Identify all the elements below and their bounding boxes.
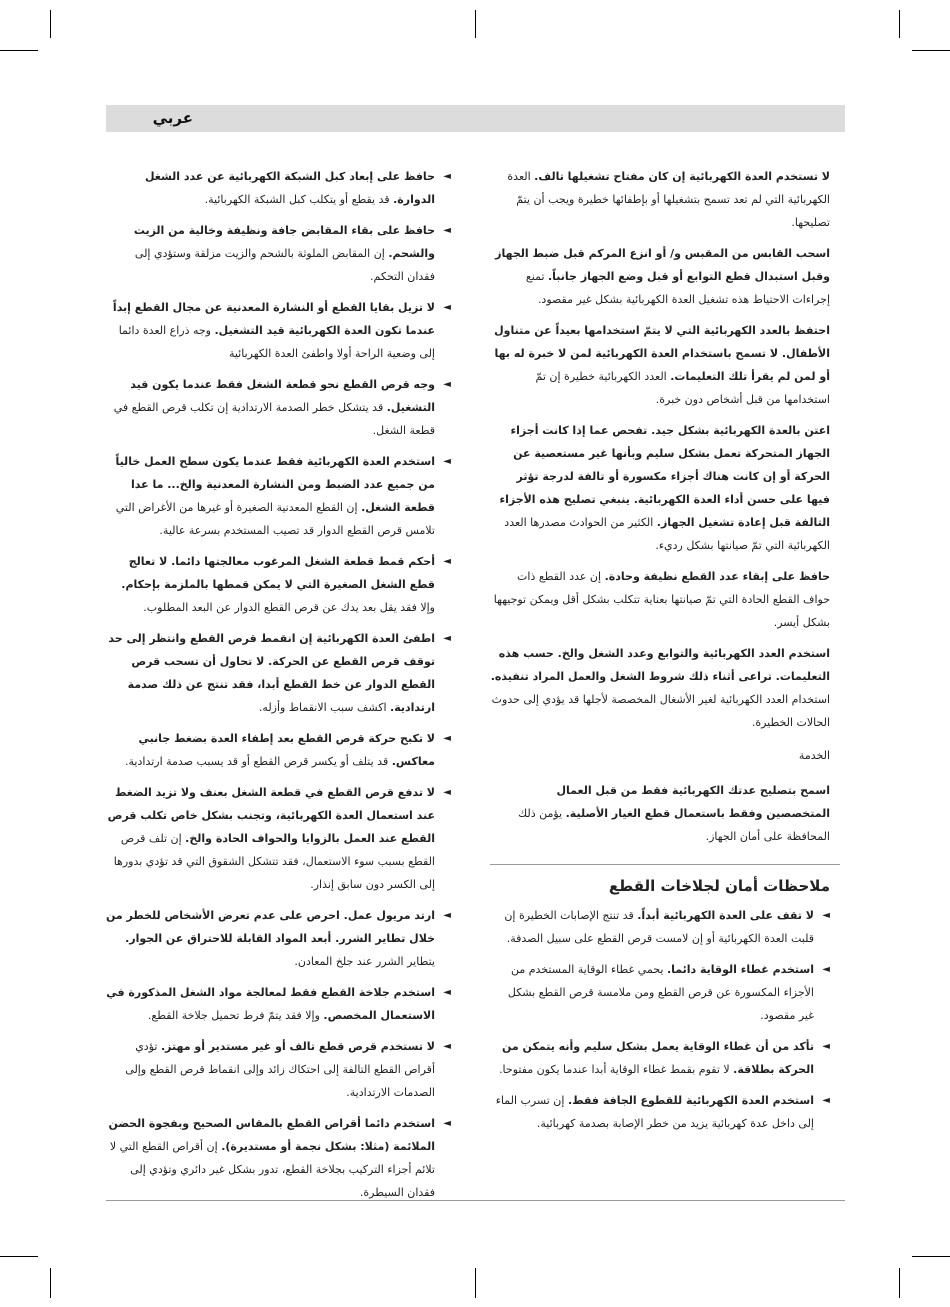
paragraph-bold: استخدم غطاء الوقاية دائما. [666,963,814,976]
crop-mark [50,10,51,38]
paragraph-bold: لا تزيل بقايا القطع أو النشارة المعدنية عن مجال القطع إبداً عندما تكون العدة الكهربائية قيد التشغيل. [112,301,435,337]
paragraph [490,642,830,734]
paragraph-bold: اسحب القابس من المقبس و/ أو انزع المركم قبل ضبط الجهاز وقبل استبدال قطع التوابع أو قبل وضع الجهاز جانباً. [495,247,830,283]
paragraph-bold: لا تقف على العدة الكهربائية أبداً. [637,909,814,922]
paragraph-text: العدة الكهربائية التي لم تعد تسمح بتشغيلها أو بإطفائها خطيرة ويجب أن يتمّ تصليحها. [507,170,830,229]
paragraph-bold: لا تكبح حركة قرص القطع بعد إطفاء العدة بضغط جانبي معاكس. [138,732,435,768]
paragraph-text: قد تنتج الإصابات الخطيرة إن قلبت العدة الكهربائية أو إن لامست قرص القطع على سبيل الصدفة. [504,909,814,945]
bullet-arrow-icon: ◄ [822,1041,830,1052]
paragraph-bold: احتفظ بالعدد الكهربائية التي لا يتمّ استخدامها بعيداً عن متناول الأطفال. لا تسمح باستخدام العدة الكهربائية لمن لا خبرة له بها أو لمن لم يقرأ تلك التعليمات. [494,324,830,383]
cutoff-safety-list [490,904,830,1135]
list-item [106,550,451,619]
paragraph-text: يحمي غطاء الوقاية المستخدم من الأجزاء المكسورة عن قرص القطع ومن ملامسة قرص القطع بشكل غير مقصود. [507,963,814,1022]
footer-divider [106,1200,845,1201]
bullet-arrow-icon: ◄ [443,787,451,798]
list-item [106,781,451,896]
paragraph-bold: لا تدفع قرص القطع في قطعة الشغل بعنف ولا تزيد الضغط عند استعمال العدة الكهربائية، وتجنب بشكل خاص تكلب قرص القطع عند العمل بالزوايا والحواف الحادة والخ. [107,786,435,845]
section-title: ملاحظات أمان لجلاخات القطع [608,877,830,895]
list-item [106,219,451,288]
list-item [106,904,451,973]
paragraph [490,419,830,557]
bullet-arrow-icon: ◄ [822,1095,830,1106]
paragraph-bold: أحكم قمط قطعة الشغل المرغوب معالجتها دائما. لا تعالج قطع الشغل الصغيرة التي لا يمكن قمطها بالملزمة بإحكام. [121,555,435,591]
language-label: عربي [152,109,193,127]
paragraph-text: استخدام العدد الكهربائية لغير الأشغال المخصصة لأجلها قد يؤدي إلى حدوث الحالات الخطيرة. [491,693,830,729]
paragraph-bold: تأكد من أن غطاء الوقاية يعمل بشكل سليم وأنه يتمكن من الحركة بطلاقة. [502,1040,814,1076]
paragraph-bold: لا تستخدم قرص قطع تالف أو غير مستدير أو مهتز. [160,1040,435,1053]
bullet-arrow-icon: ◄ [443,987,451,998]
bullet-arrow-icon: ◄ [443,302,451,313]
right-column [490,165,830,1143]
paragraph-bold: استخدم العدة الكهربائية للقطوع الجافة فقط. [567,1094,814,1107]
paragraph-text: تؤدي أقراص القطع التالفة إلى احتكاك زائد وإلى انقماط قرص القطع وإلى الصدمات الارتدادية. [125,1040,435,1099]
paragraph-bold: ارتد مريول عمل. احرص على عدم تعرض الأشخاص للخطر من خلال تطاير الشرر. أبعد المواد القابلة للاحتراق عن الجوار. [106,909,435,945]
crop-mark [0,1256,38,1257]
section-divider [490,864,840,865]
paragraph-text: وإلا فقد يتمّ فرط تحميل جلاخة القطع. [147,1009,324,1022]
paragraph-text: إن تسرب الماء إلى داخل عدة كهربائية يزيد من خطر الإصابة بصدمة كهربائية. [495,1094,814,1130]
paragraph-bold: اعتن بالعدة الكهربائية بشكل جيد. تفحص عما إذا كانت أجزاء الجهاز المتحركة تعمل بشكل سليم وبأنها غير مستعصية عن الحركة أو إن كانت هناك أجزاء مكسورة أو تالفة لدرجة تؤثر فيها على حسن أداء العدة الكهربائية. ينبغي تصليح هذه الأجزاء التالفة قبل إعادة تشغيل الجهاز. [499,424,830,529]
crop-mark [50,1268,51,1298]
crop-mark [912,50,950,51]
bullet-arrow-icon: ◄ [443,910,451,921]
paragraph-bold: لا تستخدم العدة الكهربائية إن كان مفتاح تشغيلها تالف. [534,170,830,183]
paragraph-text: اكشف سبب الانقماط وأزله. [258,701,391,714]
cutoff-safety-list-continued [106,165,451,1204]
paragraph-text: قد يتلف أو يكسر قرص القطع أو قد يسبب صدمة ارتدادية. [125,755,392,768]
paragraph-bold: اسمح بتصليح عدتك الكهربائية فقط من قبل العمال المتخصصين وفقط باستعمال قطع الغيار الأصلية. [556,784,830,820]
list-item [106,981,451,1027]
paragraph [490,165,830,234]
list-item [106,165,451,211]
paragraph-bold: اطفئ العدة الكهربائية إن انقمط قرص القطع وانتظر إلى حد توقف قرص القطع عن الحركة. لا تحاول أن تسحب قرص القطع الدوار عن خط القطع أبدا، فقد تنتج عن ذلك صدمة ارتدادية. [108,632,435,714]
list-item [106,296,451,365]
list-item [490,1035,830,1081]
bullet-arrow-icon: ◄ [443,733,451,744]
paragraph-bold: حافظ على إبقاء عدد القطع نظيفة وحادة. [604,570,830,583]
paragraph [490,242,830,311]
bullet-arrow-icon: ◄ [443,456,451,467]
paragraph-text: لا تقوم بقمط غطاء الوقاية أبدا عندما يكون مفتوحا. [499,1063,734,1076]
bullet-arrow-icon: ◄ [443,633,451,644]
list-item [106,1035,451,1104]
paragraph-text: يتطاير الشرر عند جلخ المعادن. [294,955,435,968]
bullet-arrow-icon: ◄ [443,225,451,236]
general-safety-paragraphs [490,165,830,734]
bullet-arrow-icon: ◄ [443,1118,451,1129]
paragraph-text: إن القطع المعدنية الصغيرة أو غيرها من الأغراض التي تلامس قرص القطع الدوار قد تصيب المستخدم بسرعة عالية. [115,501,435,537]
crop-mark [0,50,38,51]
language-header-bar [106,105,845,132]
list-item [106,373,451,442]
list-item [490,958,830,1027]
paragraph-text: إن أقراص القطع التي لا تلائم أجزاء التركيب بجلاخة القطع، تدور بشكل غير دائري وتؤدي إلى فقدان السيطرة. [109,1140,435,1199]
paragraph-text: إن عدد القطع ذات حواف القطع الحادة التي تمّ صيانتها بعناية تتكلب بشكل أقل ويمكن توجيهها بشكل أيسر. [493,570,830,629]
service-paragraph [490,779,830,848]
paragraph-bold: وجه قرص القطع نحو قطعة الشغل فقط عندما يكون قيد التشغيل. [130,378,435,414]
service-heading: الخدمة [798,749,830,762]
list-item [106,1112,451,1204]
paragraph-text: تمنع إجراءات الاحتياط هذه تشغيل العدة الكهربائية بشكل غير مقصود. [525,270,830,306]
paragraph [490,319,830,411]
paragraph-text: قد يقطع أو يتكلب كبل الشبكة الكهربائية. [204,193,394,206]
crop-mark [899,10,900,38]
paragraph-text: إن تلف قرص القطع بسبب سوء الاستعمال، فقد تتشكل الشقوق التي قد تؤدي بدورها إلى الكسر دون سابق إنذار. [113,832,435,891]
bullet-arrow-icon: ◄ [443,1041,451,1052]
list-item [490,1089,830,1135]
list-item [490,904,830,950]
paragraph-bold: استخدم دائما أقراص القطع بالمقاس الصحيح وبفجوة الحضن الملائمة (مثلا: بشكل نجمة أو مستديرة). [108,1117,435,1153]
list-item [106,727,451,773]
paragraph-bold: حافظ على بقاء المقابض جافة ونظيفة وخالية من الزيت والشحم. [133,224,435,260]
bullet-arrow-icon: ◄ [822,910,830,921]
paragraph-text: العدد الكهربائية خطيرة إن تمّ استخدامها من قبل أشخاص دون خبرة. [535,370,830,406]
crop-mark [899,1268,900,1298]
paragraph-text: إن المقابض الملوثة بالشحم والزيت مزلقة وستؤدي إلى فقدان التحكم. [134,247,435,283]
crop-mark [475,1268,476,1298]
paragraph-text: وإلا فقد يقل بعد يدك عن قرص القطع الدوار عن البعد المطلوب. [143,601,435,614]
paragraph-bold: حافظ على إبعاد كبل الشبكة الكهربائية عن عدد الشغل الدوارة. [144,170,435,206]
paragraph-text: الكثير من الحوادث مصدرها العدد الكهربائية التي تمّ صيانتها بشكل رديء. [504,516,830,552]
paragraph-bold: استخدم العدة الكهربائية فقط عندما يكون سطح العمل خالياً من جميع عدد الضبط ومن النشارة المعدنية والخ... ما عدا قطعة الشغل. [115,455,435,514]
bullet-arrow-icon: ◄ [443,556,451,567]
paragraph-text: وجه ذراع العدة دائما إلى وضعية الراحة أولا واطفئ العدة الكهربائية [118,324,435,360]
bullet-arrow-icon: ◄ [443,171,451,182]
paragraph-text: قد يتشكل خطر الصدمة الارتدادية إن تكلب قرص القطع في قطعة الشغل. [113,401,435,437]
paragraph-bold: استخدم العدد الكهربائية والتوابع وعدد الشغل والخ. حسب هذه التعليمات. تراعى أثناء ذلك شروط الشغل والعمل المراد تنفيذه. [490,647,830,683]
list-item [106,627,451,719]
bullet-arrow-icon: ◄ [822,964,830,975]
paragraph-text: يؤمن ذلك المحافظة على أمان الجهاز. [518,807,830,843]
paragraph-bold: استخدم جلاخة القطع فقط لمعالجة مواد الشغل المذكورة في الاستعمال المخصص. [106,986,435,1022]
paragraph [490,565,830,634]
crop-mark [475,10,476,38]
crop-mark [912,1256,950,1257]
bullet-arrow-icon: ◄ [443,379,451,390]
left-column [106,165,451,1212]
list-item [106,450,451,542]
